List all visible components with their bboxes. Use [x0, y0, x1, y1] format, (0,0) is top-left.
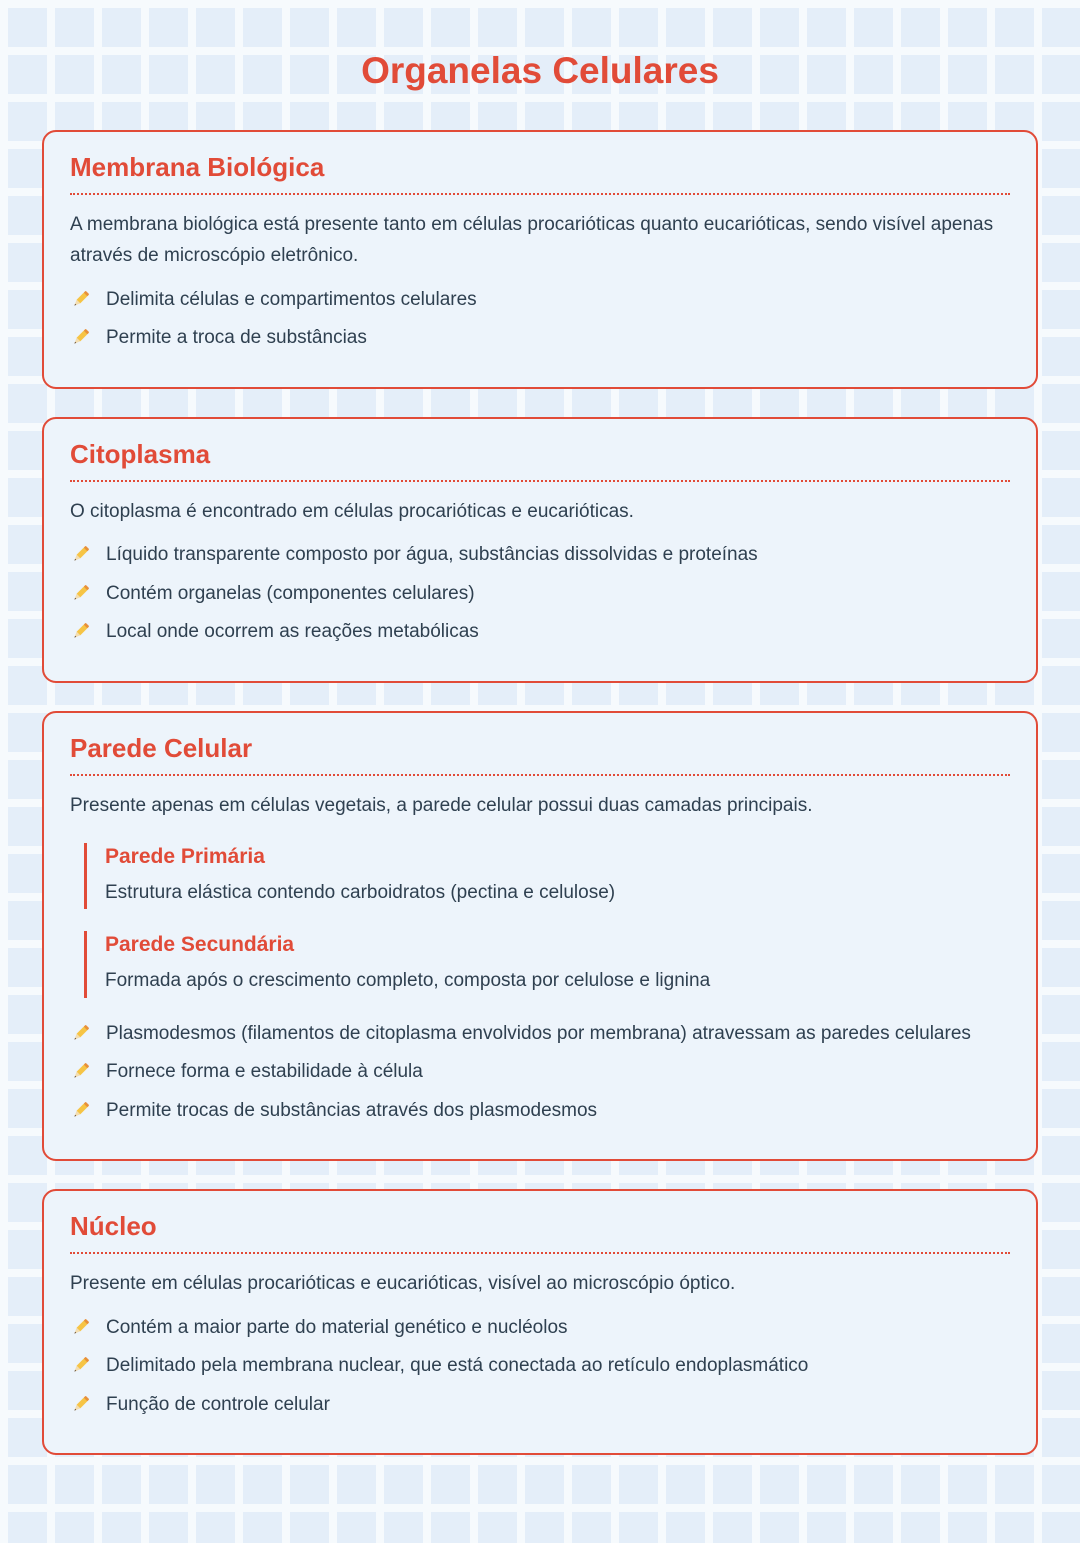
- pencil-icon: [70, 1022, 92, 1044]
- section-title: Membrana Biológica: [70, 152, 1010, 195]
- bullet-list: [70, 1314, 1010, 1420]
- bullet-text: Delimitado pela membrana nuclear, que está conectada ao retículo endoplasmático: [106, 1355, 809, 1377]
- section-intro: O citoplasma é encontrado em células procarióticas e eucarióticas.: [70, 500, 634, 522]
- bullet-text: Líquido transparente composto por água, substâncias dissolvidas e proteínas: [106, 544, 758, 566]
- bullet-text: Delimita células e compartimentos celulares: [106, 288, 477, 310]
- subsection-parede-primaria: [84, 843, 1010, 910]
- list-item: [70, 286, 1010, 315]
- list-item: [70, 1352, 1010, 1381]
- section-intro: Presente em células procarióticas e eucarióticas, visível ao microscópio óptico.: [70, 1273, 736, 1295]
- bullet-text: Função de controle celular: [106, 1393, 330, 1415]
- bullet-text: Contém a maior parte do material genético e nucléolos: [106, 1316, 568, 1338]
- bullet-text: Plasmodesmos (filamentos de citoplasma envolvidos por membrana) atravessam as paredes celulares: [106, 1022, 971, 1044]
- bullet-list: [70, 541, 1010, 647]
- bullet-list: [70, 1020, 1010, 1126]
- bullet-text: Permite a troca de substâncias: [106, 327, 367, 349]
- section-intro: A membrana biológica está presente tanto em células procarióticas quanto eucarióticas, sendo visível apenas através de microscópio eletrônico.: [70, 214, 994, 267]
- pencil-icon: [70, 1393, 92, 1415]
- pencil-icon: [70, 288, 92, 310]
- pencil-icon: [70, 620, 92, 642]
- pencil-icon: [70, 1316, 92, 1338]
- section-title: Núcleo: [70, 1211, 1010, 1254]
- section-citoplasma: [42, 417, 1038, 683]
- section-membrana-biologica: [42, 130, 1038, 389]
- list-item: [70, 1391, 1010, 1420]
- section-title: Parede Celular: [70, 733, 1010, 776]
- list-item: [70, 541, 1010, 570]
- list-item: [70, 1314, 1010, 1343]
- bullet-text: Contém organelas (componentes celulares): [106, 582, 475, 604]
- list-item: [70, 618, 1010, 647]
- bullet-list: [70, 286, 1010, 353]
- subsection-parede-secundaria: [84, 931, 1010, 998]
- subsection-text: Estrutura elástica contendo carboidratos (pectina e celulose): [105, 881, 616, 903]
- pencil-icon: [70, 326, 92, 348]
- bullet-text: Permite trocas de substâncias através dos plasmodesmos: [106, 1099, 598, 1121]
- section-title: Citoplasma: [70, 439, 1010, 482]
- subsection-title: Parede Primária: [105, 844, 265, 868]
- pencil-icon: [70, 582, 92, 604]
- bullet-text: Fornece forma e estabilidade à célula: [106, 1061, 423, 1083]
- list-item: [70, 1058, 1010, 1087]
- bullet-text: Local onde ocorrem as reações metabólicas: [106, 621, 479, 643]
- section-intro: Presente apenas em células vegetais, a parede celular possui duas camadas principais.: [70, 794, 813, 816]
- list-item: [70, 324, 1010, 353]
- pencil-icon: [70, 543, 92, 565]
- pencil-icon: [70, 1099, 92, 1121]
- list-item: [70, 580, 1010, 609]
- section-parede-celular: [42, 711, 1038, 1162]
- pencil-icon: [70, 1354, 92, 1376]
- content: [0, 130, 1080, 1543]
- pencil-icon: [70, 1060, 92, 1082]
- section-nucleo: [42, 1189, 1038, 1455]
- list-item: [70, 1097, 1010, 1126]
- page-title: Organelas Celulares: [361, 50, 719, 91]
- subsection-text: Formada após o crescimento completo, composta por celulose e lignina: [105, 970, 711, 992]
- list-item: [70, 1020, 1010, 1049]
- subsection-title: Parede Secundária: [105, 933, 295, 957]
